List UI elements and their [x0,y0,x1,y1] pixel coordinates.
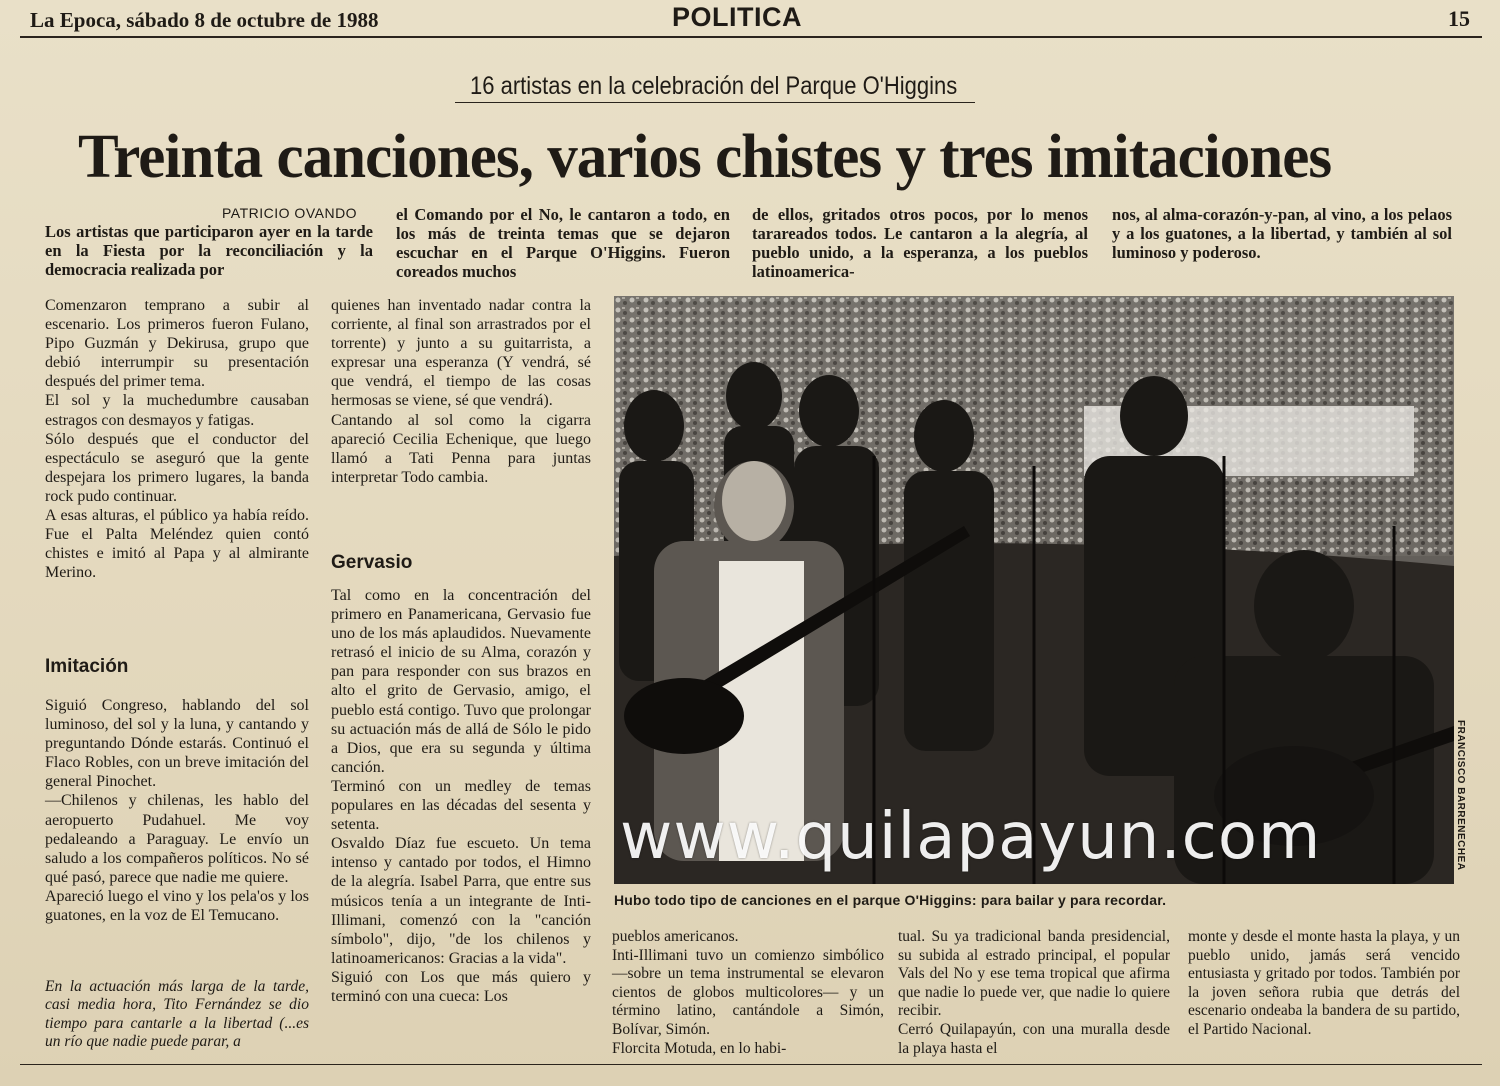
body-column-3: pueblos americanos. Inti-Illimani tuvo un comienzo simbólico —sobre un tema instrumental se elevaron cientos de globos multicolores— y un término latino, cantándole a Simón, Bolívar, Simón. Florcita Motuda, en lo habi- [612,928,884,1057]
article-headline: Treinta canciones, varios chistes y tres imitaciones [78,123,1332,191]
body-column-2-continued: Tal como en la concentración del primero en Panamericana, Gervasio fue uno de los más aplaudidos. Nuevamente retrasó el inicio de su Alma, corazón y pan para responder con sus brazos en alto el grito de Gervasio, amigo, el pueblo está contigo. Tuvo que prolongar su actuación más de allá de Sólo le pido a Dios, que era su segunda y última canción. Terminó con un medley de temas populares en las décadas del sesenta y setenta. Osvaldo Díaz fue escueto. Un tema intenso y cantado por todos, el Himno de la alegría. Isabel Parra, que entre sus músicos tenía a un integrante de Inti-Illimani, comenzó con la "canción símbolo", dijo, "de los chilenos y latinoamericanos: Gracias a la vida". Siguió con Los que más quiero y terminó con una cueca: Los [331,587,591,1005]
bottom-rule [20,1064,1482,1065]
top-rule [20,36,1482,38]
lead-paragraph-part-1: Los artistas que participaron ayer en la tarde en la Fiesta por la reconciliación y la democracia realizada por [45,222,373,279]
article-byline: PATRICIO OVANDO [222,205,358,221]
lead-paragraph-part-2: el Comando por el No, le cantaron a todo, en los más de treinta temas que se dejaron escuchar en el Parque O'Higgins. Fueron coreados muchos [396,205,730,281]
lead-paragraph-part-4: nos, al alma-corazón-y-pan, al vino, a los pelaos y a los guatones, a la libertad, y también al sol luminoso y poderoso. [1112,205,1452,262]
article-kicker: 16 artistas en la celebración del Parque O'Higgins [470,72,958,100]
page-number: 15 [1448,6,1470,31]
body-column-1-continued: Siguió Congreso, hablando del sol luminoso, del sol y la luna, y cantando y preguntando Dónde estarás. Continuó el Flaco Robles, con un breve imitación del general Pinochet. —Chilenos y chilenas, les hablo del aeropuerto Pudahuel. Me voy pedaleando a Paraguay. Le envío un saludo a los compañeros políticos. No sé qué pasó, parece que nadie me quiere. Apareció luego el vino y los pela'os y los guatones, en la voz de El Temucano. [45,697,309,925]
lead-paragraph-part-3: de ellos, gritados otros pocos, por lo menos tarareados todos. Le cantaron a la alegría, al pueblo unido, a la esperanza, a los pueblos latinoamerica- [752,205,1088,281]
body-column-5: monte y desde el monte hasta la playa, y un pueblo unido, jamás será vencido entusiasta y gritado por todos. También por la joven señora rubia que detrás del escenario ondeaba la bandera de su partido, el Partido Nacional. [1188,928,1460,1038]
section-name: POLITICA [672,2,802,32]
subhead-imitacion: Imitación [45,656,129,677]
photo-caption: Hubo todo tipo de canciones en el parque O'Higgins: para bailar y para recordar. [614,892,1167,908]
subhead-gervasio: Gervasio [331,552,413,573]
body-column-2: quienes han inventado nadar contra la corriente, al final son arrastrados por el torrente) y junto a su guitarrista, a expresar una esperanza (Y vendrá, sé que vendrá, el tiempo de las cosas hermosas se viene, sé que vendrá). Cantando al sol como la cigarra apareció Cecilia Echenique, que luego llamó a Tati Penna para juntas interpretar Todo cambia. [331,297,591,486]
masthead-date: La Epoca, sábado 8 de octubre de 1988 [30,8,379,32]
photo-credit: FRANCISCO BARRENECHEA [1455,720,1466,871]
body-column-4: tual. Su ya tradicional banda presidencial, su subida al estrado principal, el popular Vals del No y ese tema tropical que afirma que nadie lo puede ver, que nadie lo quiere recibir. Cerró Quilapayún, con una muralla desde la playa hasta el [898,928,1170,1057]
concert-photo-illustration [614,296,1454,884]
website-watermark: www.quilapayun.com [620,800,1322,874]
kicker-underline [455,102,975,103]
concert-photo [614,296,1454,884]
body-column-1: Comenzaron temprano a subir al escenario. Los primeros fueron Fulano, Pipo Guzmán y Dekirusa, grupo que debió interrumpir su presentación después del primer tema. El sol y la muchedumbre causaban estragos con desmayos y fatigas. Sólo después que el conductor del espectáculo se aseguró que la gente despejara los primero lugares, la banda rock pudo continuar. A esas alturas, el público ya había reído. Fue el Palta Meléndez quien contó chistes e imitó al Papa y al almirante Merino. [45,297,309,582]
body-column-1-end: En la actuación más larga de la tarde, casi media hora, Tito Fernández se dio tiempo para cantarle a la libertad (...es un río que nadie puede parar, a [45,978,309,1051]
